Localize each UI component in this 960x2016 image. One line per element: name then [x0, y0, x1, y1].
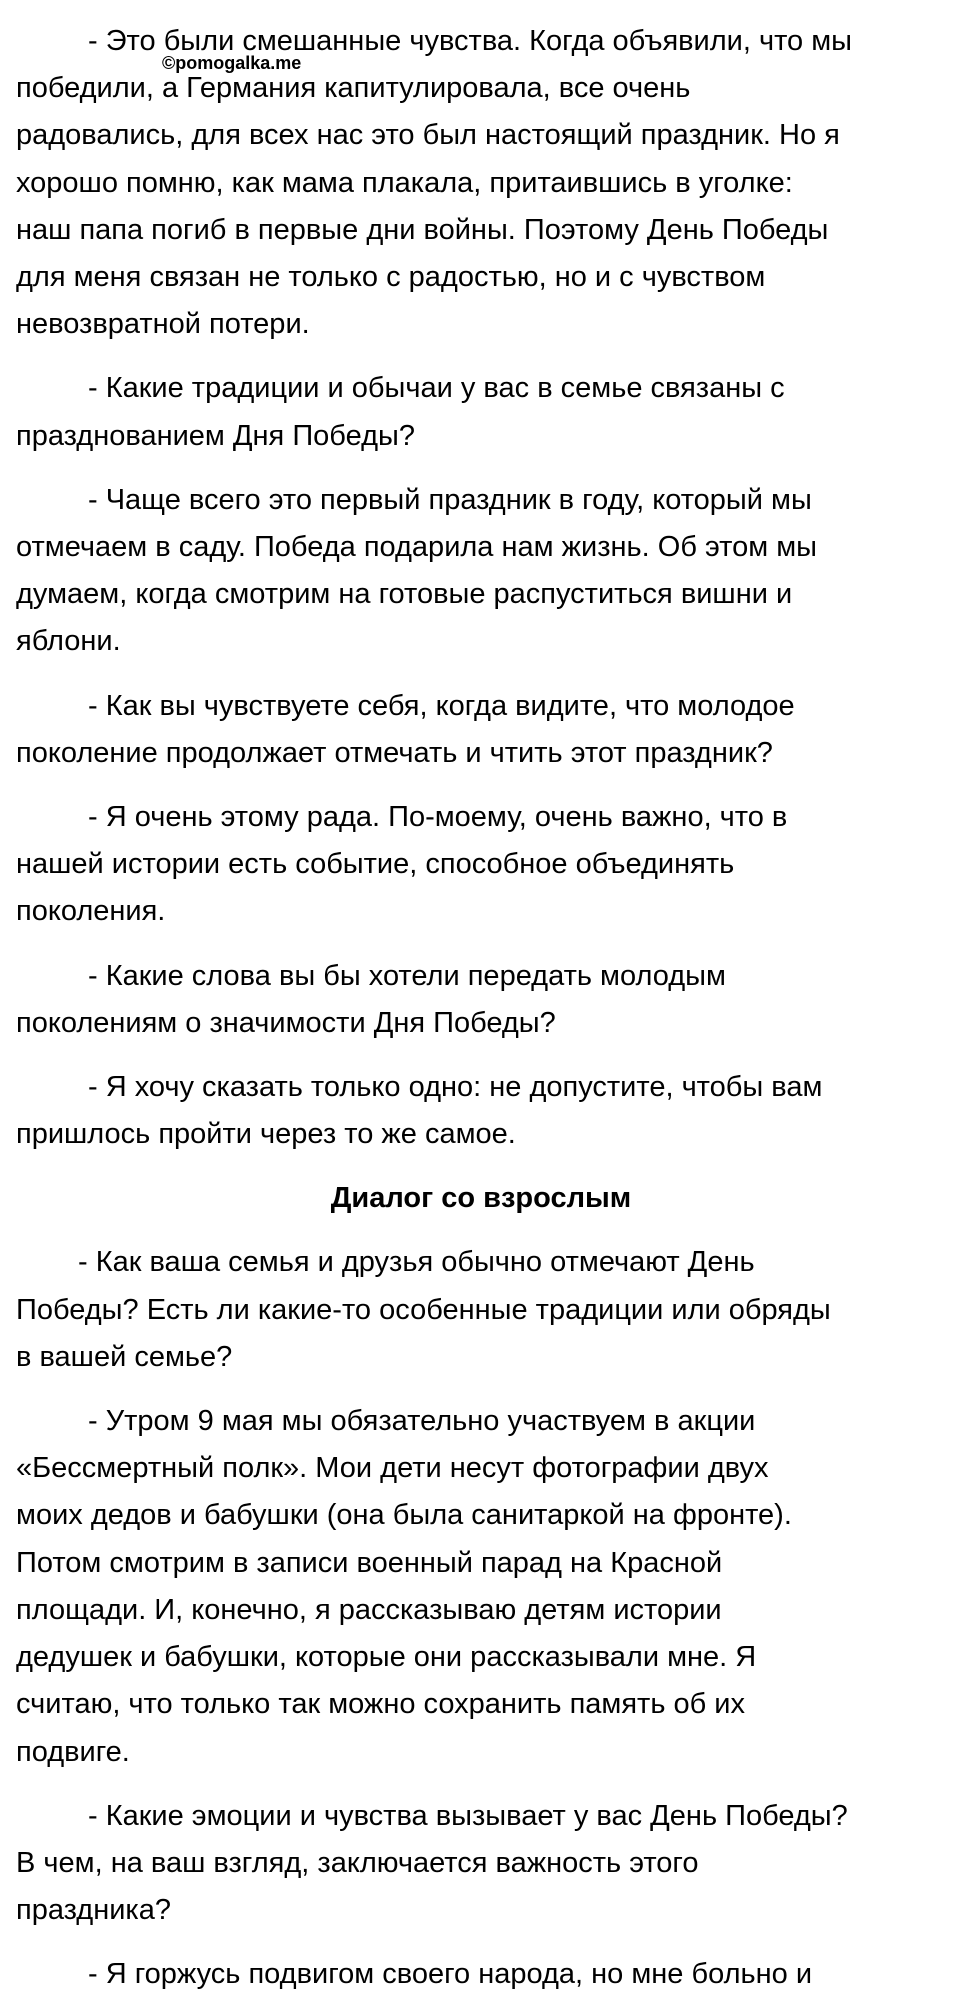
text-line: нашей истории есть событие, способное объединять — [16, 848, 735, 881]
text-line: праздника? — [16, 1894, 172, 1927]
text-line: поколения. — [16, 895, 166, 928]
text-line: радовались, для всех нас это был настоящий праздник. Но я — [16, 119, 840, 152]
paragraph-answer-proud — [16, 1951, 946, 1998]
text-line: «Бессмертный полк». Мои дети несут фотографии двух — [16, 1452, 769, 1485]
text-line: считаю, что только так можно сохранить память об их — [16, 1688, 745, 1721]
text-line: победили, а Германия капитулировала, все очень — [16, 72, 691, 105]
text-line: пришлось пройти через то же самое. — [16, 1118, 516, 1151]
text-line: - Я очень этому рада. По-моему, очень важно, что в — [88, 801, 788, 834]
text-line: поколение продолжает отмечать и чтить этот праздник? — [16, 736, 773, 769]
text-line: моих дедов и бабушки (она была санитаркой на фронте). — [16, 1499, 792, 1532]
paragraph-question-words — [16, 953, 946, 1047]
text-line: - Как вы чувствуете себя, когда видите, что молодое — [88, 689, 795, 722]
text-line: для меня связан не только с радостью, но и с чувством — [16, 261, 766, 294]
text-line: наш папа погиб в первые дни войны. Поэтому День Победы — [16, 213, 829, 246]
paragraph-answer-glad — [16, 794, 946, 936]
section-heading: Диалог со взрослым — [330, 1182, 632, 1215]
paragraph-question-emotions — [16, 1793, 946, 1935]
text-line: - Утром 9 мая мы обязательно участвуем в акции — [88, 1405, 756, 1438]
text-line: - Как ваша семья и друзья обычно отмечают День — [78, 1246, 755, 1279]
text-line: В чем, на ваш взгляд, заключается важность этого — [16, 1846, 699, 1879]
text-line: отмечаем в саду. Победа подарила нам жизнь. Об этом мы — [16, 531, 818, 564]
text-line: Потом смотрим в записи военный парад на Красной — [16, 1546, 723, 1579]
text-line: дедушек и бабушки, которые они рассказывали мне. Я — [16, 1641, 757, 1674]
paragraph-answer-immortal-regiment — [16, 1398, 946, 1776]
text-line: празднованием Дня Победы? — [16, 419, 415, 452]
text-line: - Я горжусь подвигом своего народа, но мне больно и — [88, 1958, 813, 1991]
paragraph-answer-dont-allow — [16, 1064, 946, 1158]
text-line: - Какие традиции и обычаи у вас в семье связаны с — [88, 372, 785, 405]
text-line: подвиге. — [16, 1735, 130, 1768]
paragraph-question-celebration — [16, 1239, 946, 1381]
text-line: яблони. — [16, 625, 121, 658]
text-line: поколениям о значимости Дня Победы? — [16, 1006, 556, 1039]
paragraph-answer-mixed-feelings — [16, 18, 946, 348]
paragraph-answer-garden — [16, 477, 946, 666]
paragraph-question-young-generation — [16, 683, 946, 777]
text-line: - Чаще всего это первый праздник в году, который мы — [88, 483, 812, 516]
text-line: Победы? Есть ли какие-то особенные традиции или обряды — [16, 1293, 831, 1326]
text-line: думаем, когда смотрим на готовые распуститься вишни и — [16, 578, 793, 611]
text-line: площади. И, конечно, я рассказываю детям истории — [16, 1593, 722, 1626]
watermark-text: ©pomogalka.me — [162, 53, 302, 73]
text-line: - Какие эмоции и чувства вызывает у вас День Победы? — [88, 1799, 848, 1832]
document-page — [16, 18, 946, 2016]
text-line: невозвратной потери. — [16, 308, 310, 341]
text-line: в вашей семье? — [16, 1340, 233, 1373]
text-line: - Какие слова вы бы хотели передать молодым — [88, 959, 726, 992]
paragraph-question-traditions — [16, 365, 946, 459]
text-line: - Это были смешанные чувства. Когда объявили, что мы — [88, 25, 853, 57]
text-line: хорошо помню, как мама плакала, притаившись в уголке: — [16, 166, 793, 199]
text-line: - Я хочу сказать только одно: не допустите, чтобы вам — [88, 1071, 823, 1104]
